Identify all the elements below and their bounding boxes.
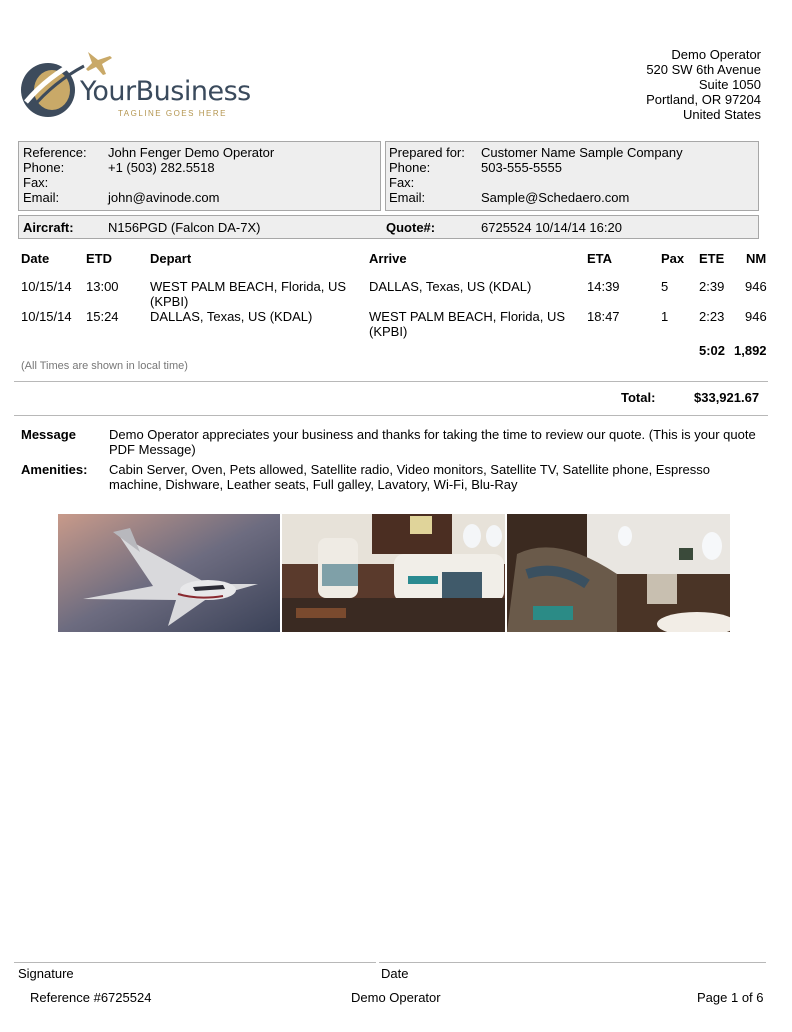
cell-pax: 1 (661, 309, 669, 324)
cell-etd: 15:24 (86, 309, 119, 324)
signature-line (14, 962, 376, 963)
header-etd: ETD (86, 251, 112, 266)
cell-nm: 946 (745, 279, 767, 294)
aircraft-value: N156PGD (Falcon DA-7X) (108, 220, 261, 235)
quote-label: Quote#: (386, 220, 436, 235)
total-nm: 1,892 (734, 343, 767, 358)
cell-date: 10/15/14 (21, 309, 72, 324)
email-label: Email: (23, 190, 60, 205)
fax-label: Fax: (23, 175, 49, 190)
total-label: Total: (621, 390, 656, 405)
email-value[interactable]: john@avinode.com (108, 190, 220, 205)
operator-address (646, 47, 761, 122)
cell-nm: 946 (745, 309, 767, 324)
message-text: Demo Operator appreciates your business and thanks for taking the time to review our quote. (This is your quote PDF Message) (109, 427, 756, 457)
footer-reference: Reference #6725524 (30, 990, 152, 1005)
cell-arrive: WEST PALM BEACH, Florida, US (KPBI) (369, 309, 566, 339)
header-date: Date (21, 251, 50, 266)
email-label: Email: (389, 190, 426, 205)
fax-label: Fax: (389, 175, 415, 190)
page-number: Page 1 of 6 (697, 990, 764, 1005)
email-value[interactable]: Sample@Schedaero.com (481, 190, 630, 205)
aircraft-exterior-photo (58, 514, 280, 632)
cabin-photo (282, 514, 505, 632)
cell-ete: 2:23 (699, 309, 725, 324)
header-ete: ETE (699, 251, 725, 266)
logo-brand: YourBusiness (80, 76, 251, 107)
logo-tagline: TAGLINE GOES HERE (118, 109, 227, 118)
cell-pax: 5 (661, 279, 669, 294)
prepared-for-value: Customer Name Sample Company (481, 145, 683, 160)
header-pax: Pax (661, 251, 685, 266)
header-nm: NM (746, 251, 767, 266)
cabin-photo (507, 514, 730, 632)
aircraft-bar (18, 215, 759, 239)
footer-operator: Demo Operator (351, 990, 441, 1005)
cell-eta: 18:47 (587, 309, 620, 324)
amenities-text: Cabin Server, Oven, Pets allowed, Satellite radio, Video monitors, Satellite TV, Satellite phone, Espresso machine, Dishware, Leather seats, Full galley, Lavatory, Wi-Fi, Blu-Ray (109, 462, 710, 492)
phone-label: Phone: (389, 160, 431, 175)
prepared-for-label: Prepared for: (389, 145, 465, 160)
quote-value: 6725524 10/14/14 16:20 (481, 220, 622, 235)
contact-box-left (18, 141, 381, 211)
reference-label: Reference: (23, 145, 87, 160)
amenities-label: Amenities: (21, 462, 88, 477)
phone-value: 503-555-5555 (481, 160, 562, 175)
address-line: United States (682, 107, 761, 122)
cell-depart: DALLAS, Texas, US (KDAL) (150, 309, 313, 324)
contact-box-right (385, 141, 759, 211)
phone-label: Phone: (23, 160, 65, 175)
address-line: 520 SW 6th Avenue (646, 62, 761, 77)
cell-arrive: DALLAS, Texas, US (KDAL) (369, 279, 532, 294)
message-label: Message (21, 427, 76, 442)
divider (14, 415, 768, 416)
header-eta: ETA (587, 251, 613, 266)
total-value: $33,921.67 (694, 390, 760, 405)
header-arrive: Arrive (369, 251, 407, 266)
date-line (379, 962, 766, 963)
company-logo (18, 46, 258, 122)
header-depart: Depart (150, 251, 192, 266)
cell-depart: WEST PALM BEACH, Florida, US (KPBI) (150, 279, 347, 309)
phone-value: +1 (503) 282.5518 (108, 160, 215, 175)
local-time-note: (All Times are shown in local time) (21, 360, 188, 372)
aircraft-label: Aircraft: (23, 220, 74, 235)
divider (14, 381, 768, 382)
cell-ete: 2:39 (699, 279, 725, 294)
cell-etd: 13:00 (86, 279, 119, 294)
address-line: Portland, OR 97204 (646, 92, 761, 107)
cell-eta: 14:39 (587, 279, 620, 294)
total-ete: 5:02 (699, 343, 726, 358)
date-label: Date (381, 966, 409, 981)
signature-label: Signature (18, 966, 74, 981)
reference-value: John Fenger Demo Operator (108, 145, 275, 160)
address-line: Demo Operator (671, 47, 761, 62)
cell-date: 10/15/14 (21, 279, 72, 294)
address-line: Suite 1050 (698, 77, 761, 92)
